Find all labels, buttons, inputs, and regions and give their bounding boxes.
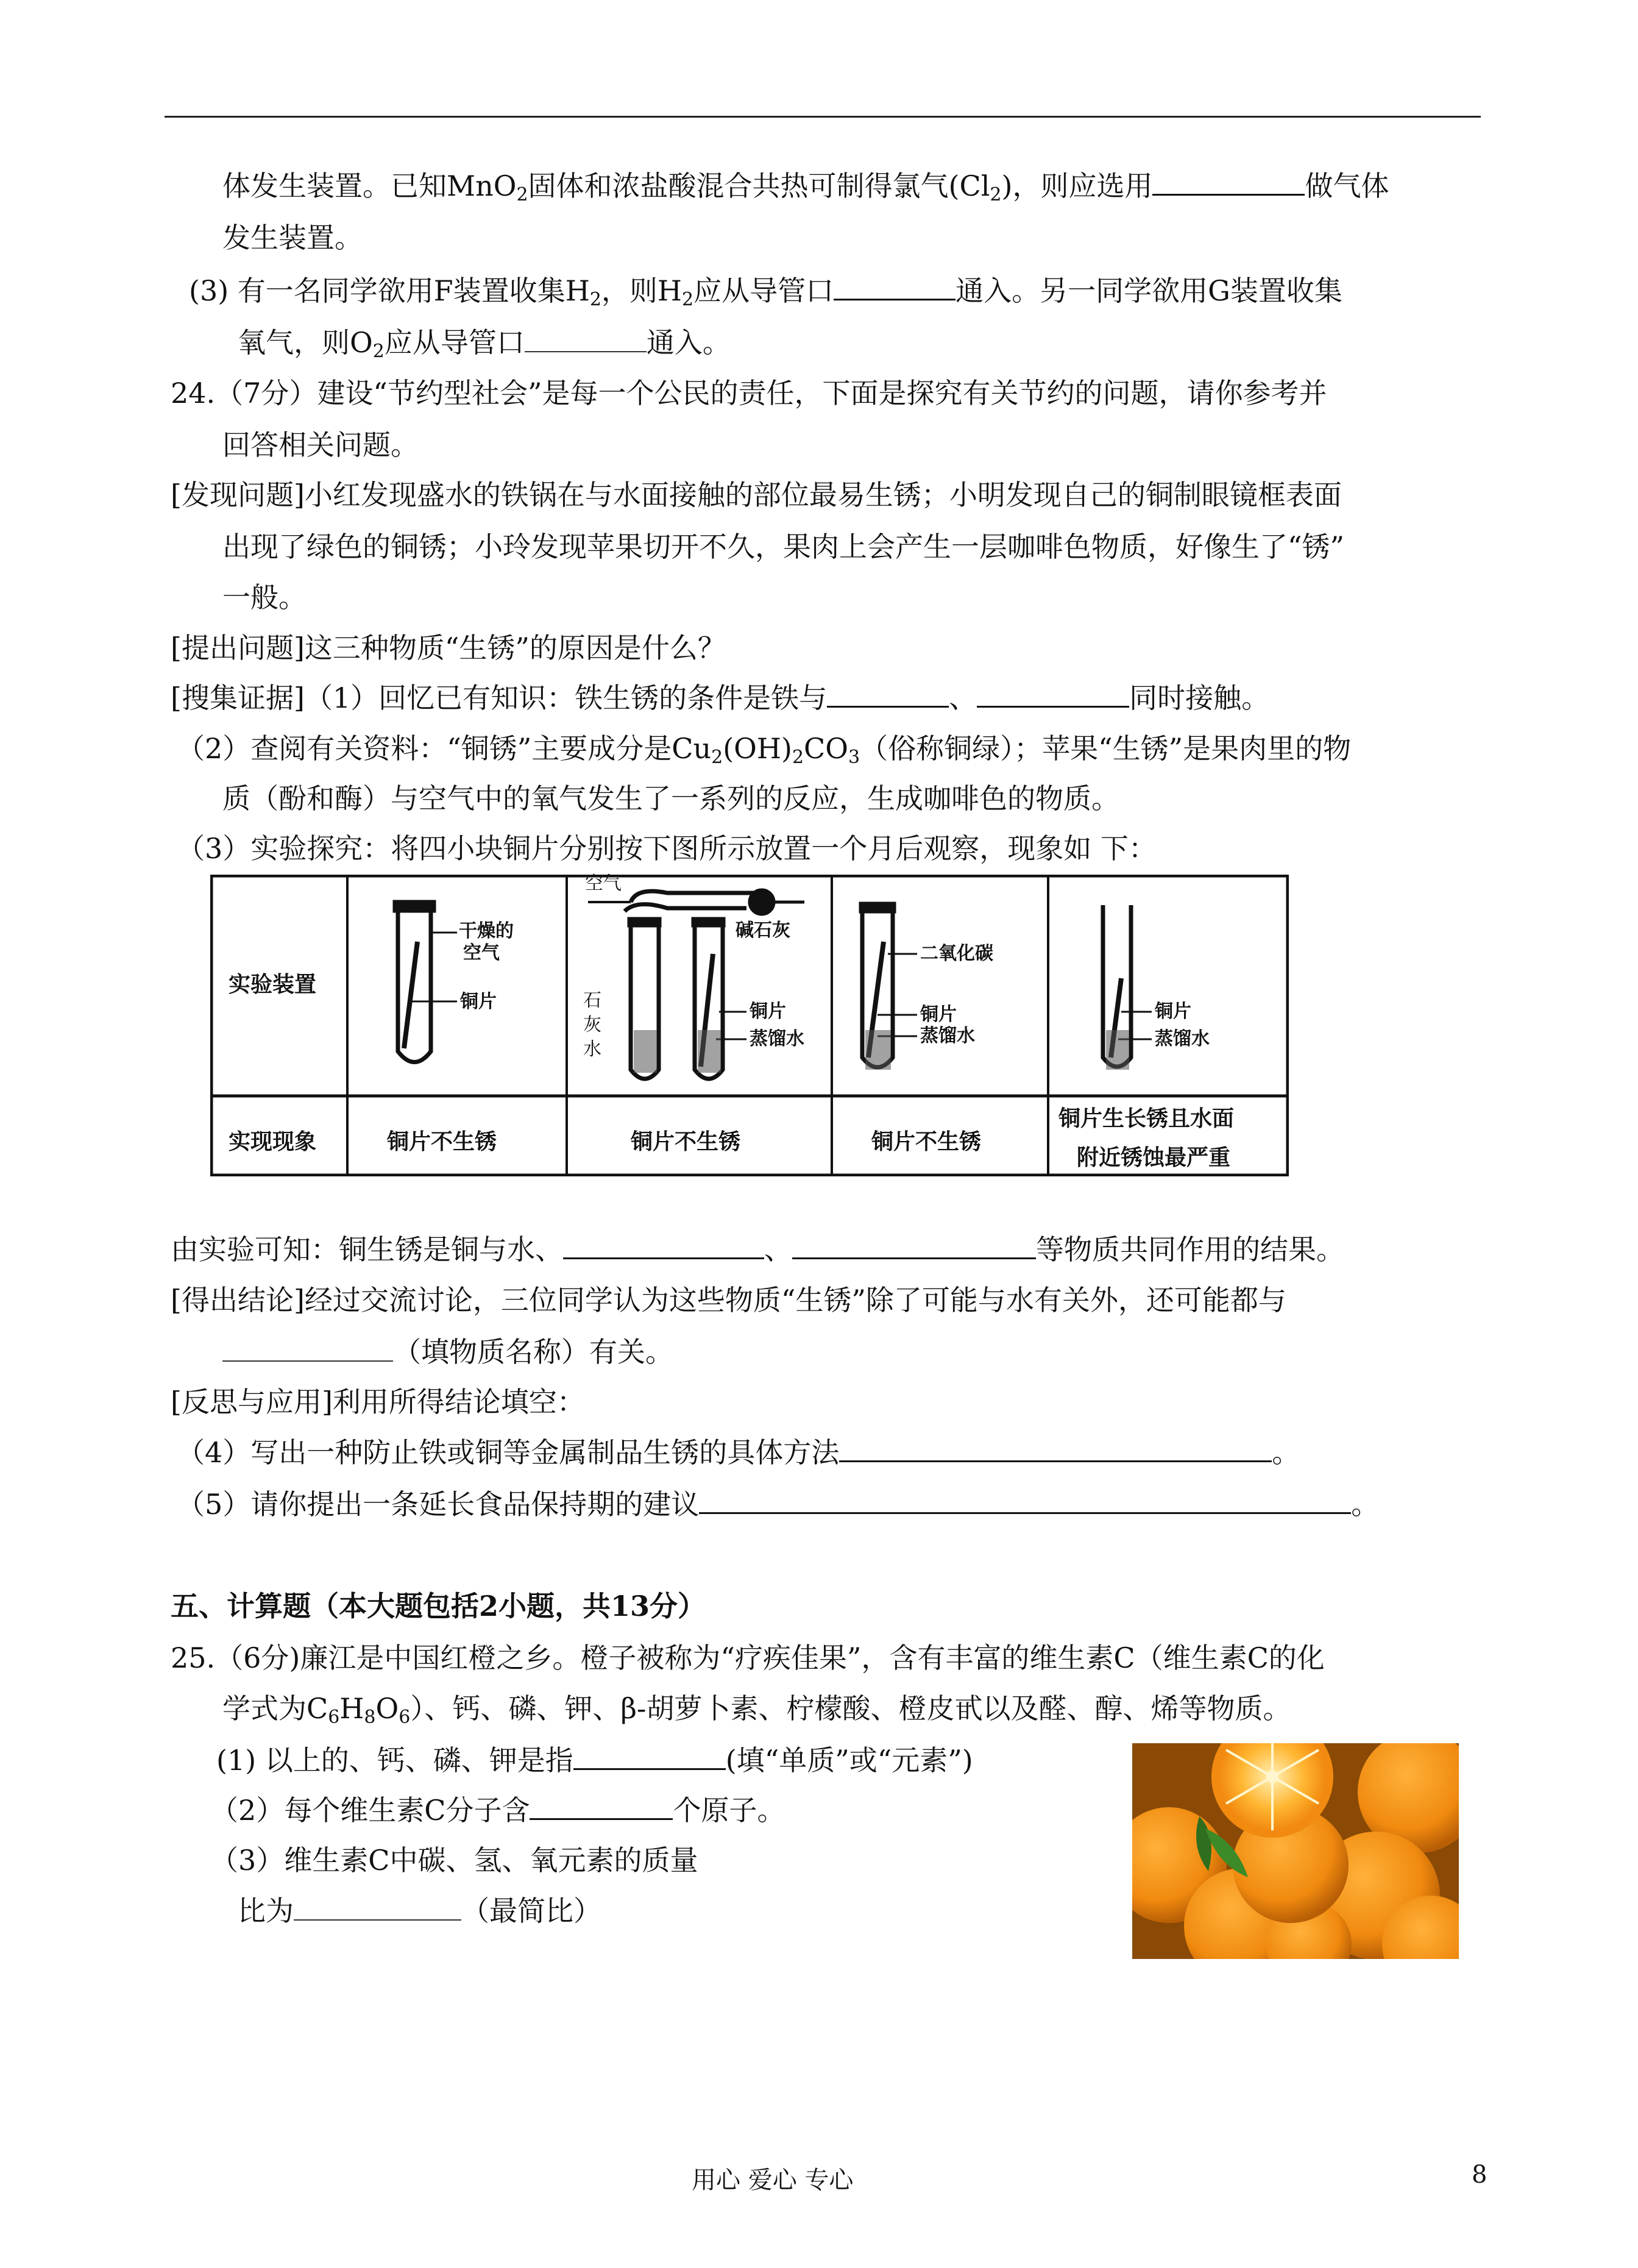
text-line [238,324,731,361]
label: 水 [583,1039,601,1060]
text: （5）请你提出一条延长食品保持期的建议 [177,1488,700,1521]
text: 、 [764,1233,792,1266]
question-24: 24.（7分）建设“节约型社会”是每一个公民的责任，下面是探究有关节约的问题，请你参考并 [171,377,1327,410]
text-line [171,680,1269,716]
text: 应从导管口 [693,274,834,307]
footer-motto: 用心 爱心 专心 [692,2166,854,2194]
text: （2）每个维生素C分子含 [210,1794,530,1827]
label: 空气 [463,942,500,964]
text: 氧气，则O [238,326,373,359]
text-line [189,272,1342,309]
answer-blank[interactable] [530,1794,673,1820]
text-line: （3）维生素C中碳、氢、氧元素的质量 [210,1844,698,1877]
text: ）、钙、磷、钾、β-胡萝卜素、柠檬酸、橙皮甙以及醛、醇、烯等物质。 [410,1692,1291,1725]
text: (OH) [723,732,792,765]
text: ，则H [601,274,682,307]
text: [搜集证据]（1）回忆已有知识：铁生锈的条件是铁与 [171,681,828,714]
text-line: 回答相关问题。 [222,428,419,461]
text-line [177,1486,1379,1523]
subscript: 2 [711,747,723,768]
result-cell: 附近锈蚀最严重 [1077,1145,1231,1170]
answer-blank[interactable] [699,1488,1351,1514]
result-cell: 铜片不生锈 [631,1129,741,1154]
row-header: 实验装置 [229,972,317,997]
label: 石 [583,990,601,1011]
text: CO [804,732,848,765]
label: 二氧化碳 [920,943,993,964]
text: 、 [949,681,977,714]
label: 铜片 [920,1004,957,1025]
subscript: 2 [682,289,694,310]
text: （填物质名称）有关。 [393,1335,673,1368]
text-line: 质（酚和酶）与空气中的氧气发生了一系列的反应，生成咖啡色的物质。 [222,782,1119,815]
label: 铜片 [460,991,497,1012]
label: 蒸馏水 [920,1025,975,1047]
text-line: [反思与应用]利用所得结论填空： [171,1385,585,1418]
subscript: 6 [328,1707,340,1728]
experiment-table [210,875,1289,1176]
text: （最简比） [461,1894,601,1927]
text: （4）写出一种防止铁或铜等金属制品生锈的具体方法 [177,1436,840,1469]
header-rule [165,116,1481,118]
text-line [216,1742,973,1779]
text: (填“单质”或“元素”) [725,1744,973,1777]
text: H [339,1692,364,1725]
text: 同时接触。 [1129,681,1270,714]
text: （2）查阅有关资料：“铜锈”主要成分是Cu [177,732,712,765]
text: 固体和浓盐酸混合共热可制得氯气(Cl [528,169,990,202]
text: (3) 有一名同学欲用F装置收集H [189,274,590,307]
label: 蒸馏水 [750,1028,804,1050]
subscript: 2 [589,289,601,310]
text: 比为 [238,1894,294,1927]
text: 通入。 [646,326,731,359]
label: 碱石灰 [736,920,790,941]
text-line [238,1893,601,1929]
text: 通入。另一同学欲用G装置收集 [956,274,1342,307]
answer-blank[interactable] [294,1895,461,1921]
answer-blank[interactable] [834,274,956,300]
text: （俗称铜绿）；苹果“生锈”是果肉里的物 [860,732,1352,765]
answer-blank[interactable] [222,1336,393,1362]
text-line: 一般。 [222,581,307,614]
row-header: 实现现象 [229,1129,317,1154]
text-line: （2）查阅有关资料：“铜锈”主要成分是$Cu_2(OH)_2CO_3$（俗称铜绿）；苹果“生锈”是果肉里的物 [177,732,1352,768]
subscript: 2 [990,184,1002,205]
section-heading: 五、计算题（本大题包括2小题，共13分） [171,1590,706,1623]
text: 。 [1272,1436,1300,1469]
subscript: 6 [399,1707,411,1728]
answer-blank[interactable] [563,1233,764,1259]
text: 。 [1351,1488,1380,1521]
text: )，则应选用 [1001,169,1153,202]
text: 学式为C [222,1692,328,1725]
text-line [222,1690,1291,1727]
text-line: [发现问题]小红发现盛水的铁锅在与水面接触的部位最易生锈；小明发现自己的铜制眼镜框表面 [171,478,1342,511]
answer-blank[interactable] [1152,169,1305,196]
label: 灰 [583,1014,601,1036]
text: 做气体 [1305,169,1389,202]
text-line: （3）实验探究：将四小块铜片分别按下图所示放置一个月后观察，现象如 下： [177,832,1157,865]
answer-blank[interactable] [977,681,1129,708]
text: 由实验可知：铜生锈是铜与水、 [171,1233,563,1266]
answer-blank[interactable] [839,1436,1272,1462]
answer-blank[interactable] [827,681,949,708]
answer-blank[interactable] [792,1233,1036,1259]
result-cell: 铜片生长锈且水面 [1058,1106,1235,1131]
text: 体发生装置。已知MnO [222,169,517,202]
text-line: [得出结论]经过交流讨论，三位同学认为这些物质“生锈”除了可能与水有关外，还可能都与 [171,1284,1286,1317]
label: 空气 [585,873,622,894]
text-line: [提出问题]这三种物质“生锈”的原因是什么？ [171,631,726,664]
subscript: 2 [516,184,528,205]
subscript: 2 [372,341,385,362]
text-line [210,1792,785,1829]
text-line: 发生装置。 [222,221,363,254]
text-line [177,1434,1300,1471]
label: 蒸馏水 [1155,1028,1210,1050]
label: 铜片 [750,1001,786,1022]
label: 铜片 [1155,1001,1191,1022]
text-line [222,1334,673,1370]
answer-blank[interactable] [525,327,647,352]
question-25: 25.（6分)廉江是中国红橙之乡。橙子被称为“疗疾佳果”，含有丰富的维生素C（维生素C的化 [171,1641,1325,1674]
answer-blank[interactable] [573,1744,726,1770]
oranges-photo [1132,1743,1459,1959]
subscript: 8 [364,1707,376,1728]
page-number: 8 [1472,2161,1487,2189]
text-line [222,168,1389,204]
subscript: 2 [792,747,804,768]
text-line: 出现了绿色的铜锈；小玲发现苹果切开不久，果肉上会产生一层咖啡色物质，好像生了“锈” [222,530,1345,563]
result-cell: 铜片不生锈 [871,1129,982,1154]
text: 个原子。 [673,1794,785,1827]
label: 干燥的 [459,920,514,942]
text: O [375,1692,399,1725]
text-line [171,1231,1344,1268]
text: 等物质共同作用的结果。 [1036,1233,1344,1266]
result-cell: 铜片不生锈 [387,1129,497,1154]
text: 应从导管口 [384,326,525,359]
text: (1) 以上的、钙、磷、钾是指 [216,1744,573,1777]
